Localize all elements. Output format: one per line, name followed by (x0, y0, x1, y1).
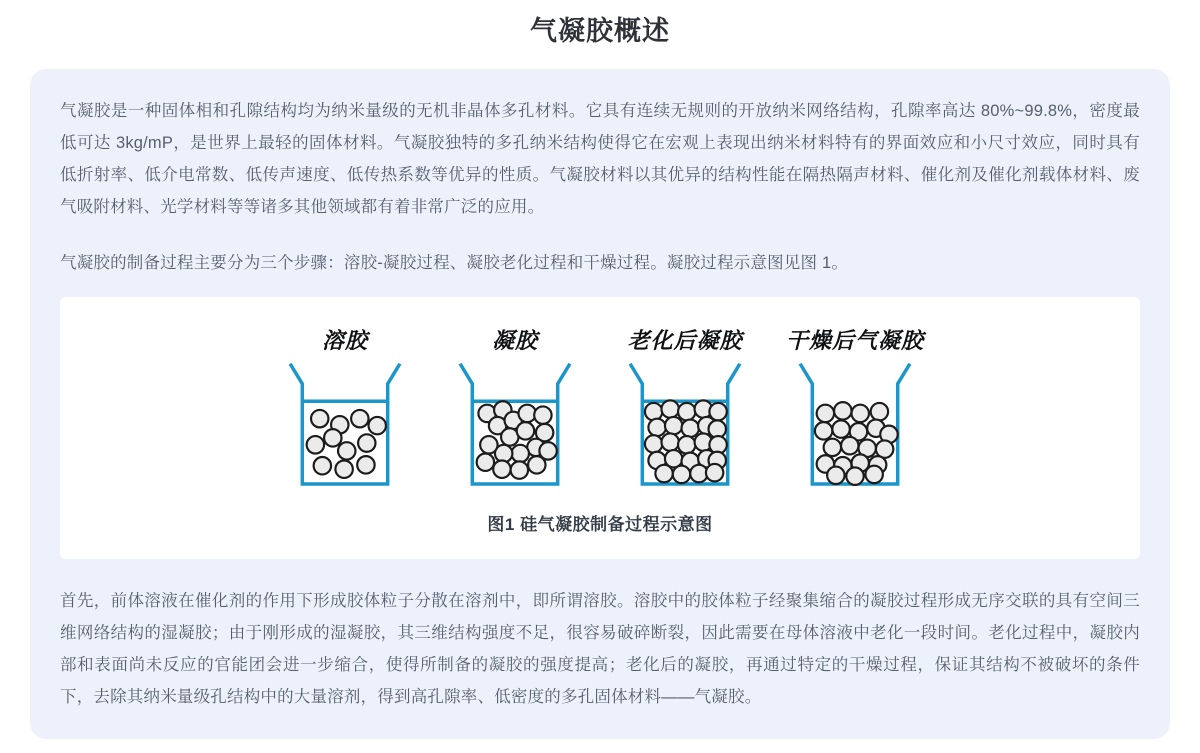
beaker-label-aged-gel: 老化后凝胶 (627, 328, 743, 353)
beaker-diagram-aged-gel (624, 361, 746, 492)
figure-caption: 图1 硅气凝胶制备过程示意图 (487, 515, 713, 534)
paragraph-intro: 气凝胶是一种固体相和孔隙结构均为纳米量级的无机非晶体多孔材料。它具有连续无规则的开放纳米网络结构，孔隙率高达 80%~99.8%，密度最低可达 3kg/mP，是世界上最轻的固体材料。气凝胶独特的多孔纳米结构使得它在宏观上表现出纳米材料特有的界面效应和小尺寸效应，同时具有低折射率、低介电常数、低传声速度、低传热系数等优异的性质。气凝胶材料以其优异的结构性能在隔热隔声材料、催化剂及催化剂载体材料、废气吸附材料、光学材料等等诸多其他领域都有着非常广泛的应用。 (60, 102, 1140, 216)
beaker-figure-sol (284, 319, 406, 492)
content-card (30, 69, 1170, 739)
paragraph-process-overview: 气凝胶的制备过程主要分为三个步骤：溶胶-凝胶过程、凝胶老化过程和干燥过程。凝胶过程示意图见图 1。 (60, 254, 849, 272)
page-title: 气凝胶概述 (530, 16, 670, 46)
beaker-figure-gel (454, 319, 576, 492)
beaker-diagram-gel (454, 361, 576, 492)
beaker-figure-dried-aerogel (786, 319, 925, 492)
beaker-row (70, 319, 1130, 492)
beaker-label-dried-aerogel: 干燥后气凝胶 (786, 328, 925, 353)
paragraph-process-detail: 首先，前体溶液在催化剂的作用下形成胶体粒子分散在溶剂中，即所谓溶胶。溶胶中的胶体粒子经聚集缩合的凝胶过程形成无序交联的具有空间三维网络结构的湿凝胶；由于刚形成的湿凝胶，其三维结构强度不足，很容易破碎断裂，因此需要在母体溶液中老化一段时间。老化过程中，凝胶内部和表面尚未反应的官能团会进一步缩合，使得所制备的凝胶的强度提高；老化后的凝胶，再通过特定的干燥过程，保证其结构不被破坏的条件下，去除其纳米量级孔结构中的大量溶剂，得到高孔隙率、低密度的多孔固体材料——气凝胶。 (60, 592, 1140, 706)
beaker-label-gel: 凝胶 (491, 328, 538, 353)
figure-aerogel-process (60, 297, 1140, 559)
beaker-figure-aged-gel (624, 319, 746, 492)
beaker-label-sol: 溶胶 (321, 328, 368, 353)
beaker-diagram-sol (284, 361, 406, 492)
beaker-diagram-dried-aerogel (794, 361, 916, 492)
